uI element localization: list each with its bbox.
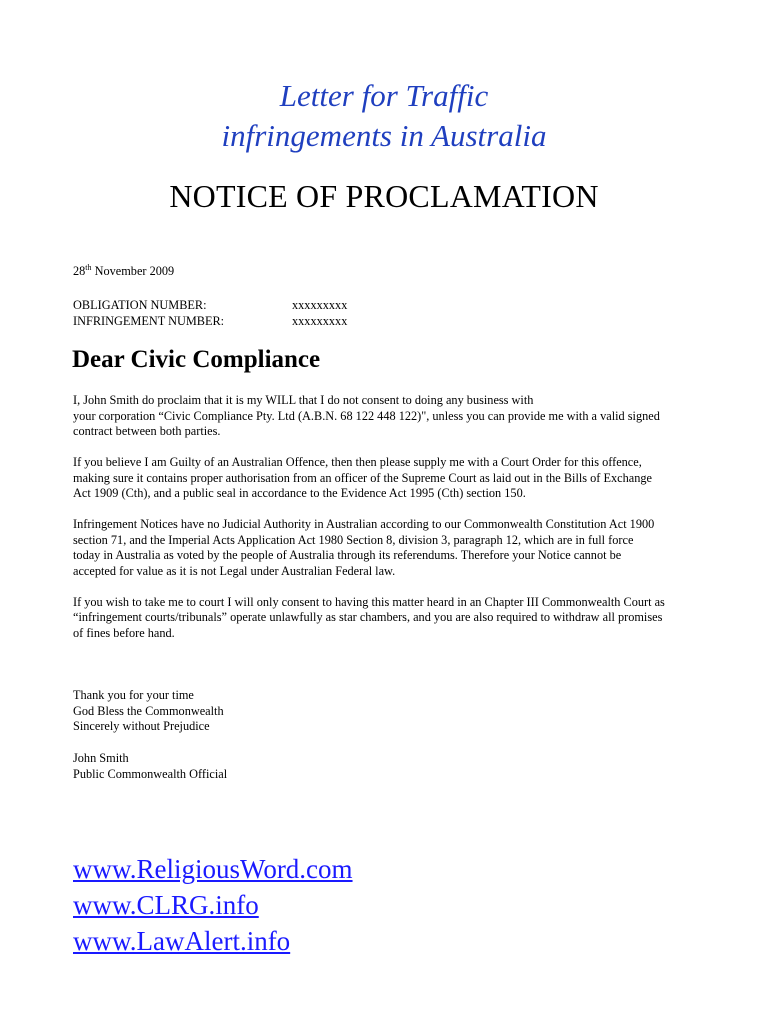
body-line: “infringement courts/tribunals” operate unlawfully as star chambers, and you are also required to withdraw all promises bbox=[73, 610, 663, 624]
letter-date bbox=[73, 264, 174, 280]
reference-row bbox=[73, 298, 393, 314]
letter-closing bbox=[73, 688, 473, 735]
notice-heading: NOTICE OF PROCLAMATION bbox=[169, 178, 599, 214]
closing-line: Sincerely without Prejudice bbox=[73, 719, 210, 733]
body-line: Infringement Notices have no Judicial Authority in Australian according to our Commonwealth Constitution Act 1900 bbox=[73, 517, 655, 531]
body-paragraph bbox=[73, 517, 703, 579]
reference-value: xxxxxxxxx bbox=[292, 298, 348, 312]
body-line: If you believe I am Guilty of an Australian Offence, then then please supply me with a Court Order for this offence, bbox=[73, 455, 642, 469]
body-line: of fines before hand. bbox=[73, 625, 175, 640]
link-lawalert[interactable]: www.LawAlert.info bbox=[73, 926, 291, 956]
link-religiousword[interactable]: www.ReligiousWord.com bbox=[73, 854, 353, 884]
reference-numbers bbox=[73, 298, 393, 329]
document-title bbox=[0, 76, 768, 156]
body-line: contract between both parties. bbox=[73, 424, 221, 438]
date-rest: November 2009 bbox=[91, 264, 175, 278]
website-links bbox=[73, 851, 573, 959]
body-line: making sure it contains proper authorisation from an officer of the Supreme Court as laid out in the Bills of Exchange bbox=[73, 470, 652, 485]
body-line: section 71, and the Imperial Acts Application Act 1980 Section 8, division 3, paragraph 12, which are in full force bbox=[73, 532, 634, 547]
reference-label: INFRINGEMENT NUMBER: bbox=[73, 313, 225, 328]
salutation: Dear Civic Compliance bbox=[72, 346, 321, 373]
body-paragraph bbox=[73, 595, 703, 642]
title-line-1: Letter for Traffic bbox=[279, 78, 489, 113]
body-line: your corporation “Civic Compliance Pty. Ltd (A.B.N. 68 122 448 122)", unless you can provide me with a valid signed bbox=[73, 408, 660, 423]
body-line: Act 1909 (Cth), and a public seal in accordance to the Evidence Act 1995 (Cth) section 150. bbox=[73, 486, 526, 500]
link-clrg[interactable]: www.CLRG.info bbox=[73, 890, 259, 920]
reference-label: OBLIGATION NUMBER: bbox=[73, 298, 207, 312]
body-line: accepted for value as it is not Legal under Australian Federal law. bbox=[73, 563, 396, 578]
body-line: If you wish to take me to court I will only consent to having this matter heard in an Chapter III Commonwealth Court as bbox=[73, 594, 665, 609]
closing-line: God Bless the Commonwealth bbox=[73, 703, 224, 718]
closing-line: Thank you for your time bbox=[73, 688, 194, 702]
body-paragraph bbox=[73, 455, 703, 502]
body-line: today in Australia as voted by the people of Australia through its referendums. Therefore your Notice cannot be bbox=[73, 548, 622, 562]
reference-row bbox=[73, 314, 393, 330]
signature-block bbox=[73, 751, 473, 782]
signature-name: John Smith bbox=[73, 751, 129, 765]
letter-body bbox=[73, 393, 703, 657]
date-day: 28 bbox=[73, 264, 86, 278]
body-paragraph bbox=[73, 393, 703, 440]
body-line: I, John Smith do proclaim that it is my WILL that I do not consent to doing any business with bbox=[73, 393, 534, 407]
date-suffix: th bbox=[85, 262, 92, 272]
title-line-2: infringements in Australia bbox=[221, 118, 547, 153]
reference-value: xxxxxxxxx bbox=[292, 313, 348, 328]
signature-title: Public Commonwealth Official bbox=[73, 766, 228, 781]
